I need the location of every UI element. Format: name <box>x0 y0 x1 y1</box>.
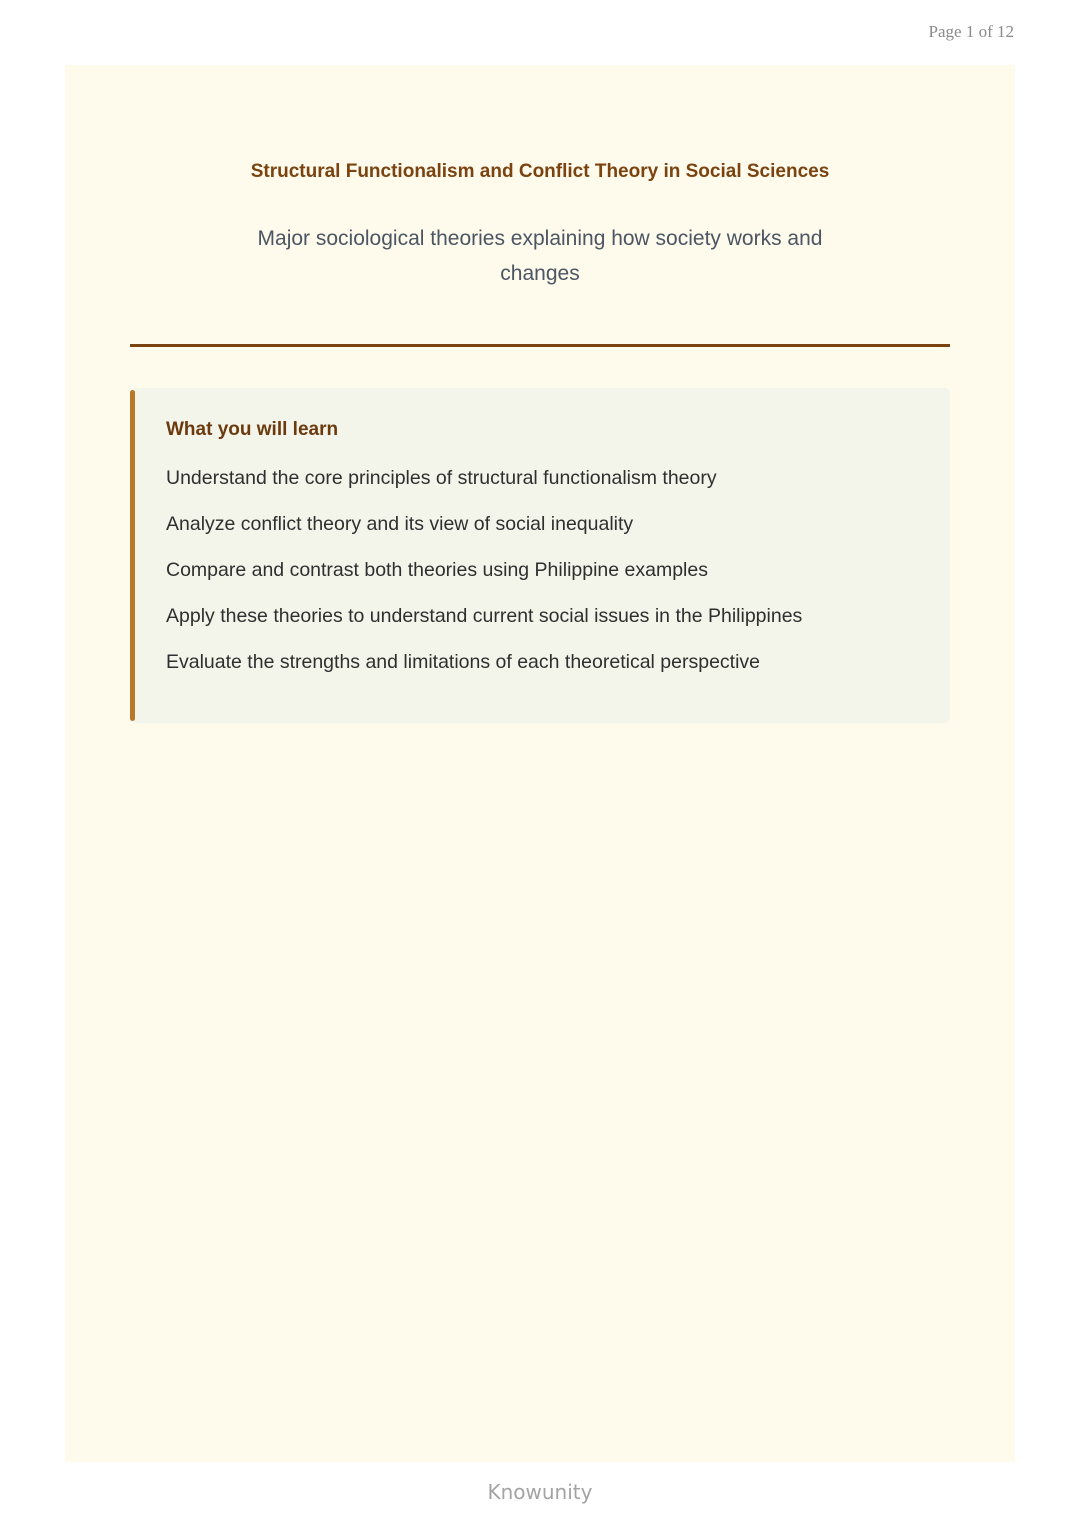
document-title: Structural Functionalism and Conflict Theory in Social Sciences <box>250 161 830 182</box>
page-number: Page 1 of 12 <box>928 22 1014 41</box>
learning-objective-item: Analyze conflict theory and its view of social inequality <box>166 513 634 535</box>
learning-objectives-heading: What you will learn <box>166 419 339 440</box>
learning-objective-item: Apply these theories to understand current social issues in the Philippines <box>166 605 803 627</box>
footer-brand: Knowunity <box>487 1480 593 1504</box>
accent-bar <box>130 390 135 721</box>
learning-objective-item: Understand the core principles of structural functionalism theory <box>166 467 717 489</box>
document-page <box>65 65 1015 1462</box>
learning-objectives-list <box>166 466 802 696</box>
title-divider <box>130 344 950 347</box>
learning-objective-item: Compare and contrast both theories using Philippine examples <box>166 559 708 581</box>
learning-objectives-box <box>130 388 950 723</box>
document-subtitle: Major sociological theories explaining how society works and changes <box>257 227 823 285</box>
learning-objective-item: Evaluate the strengths and limitations of each theoretical perspective <box>166 651 761 673</box>
